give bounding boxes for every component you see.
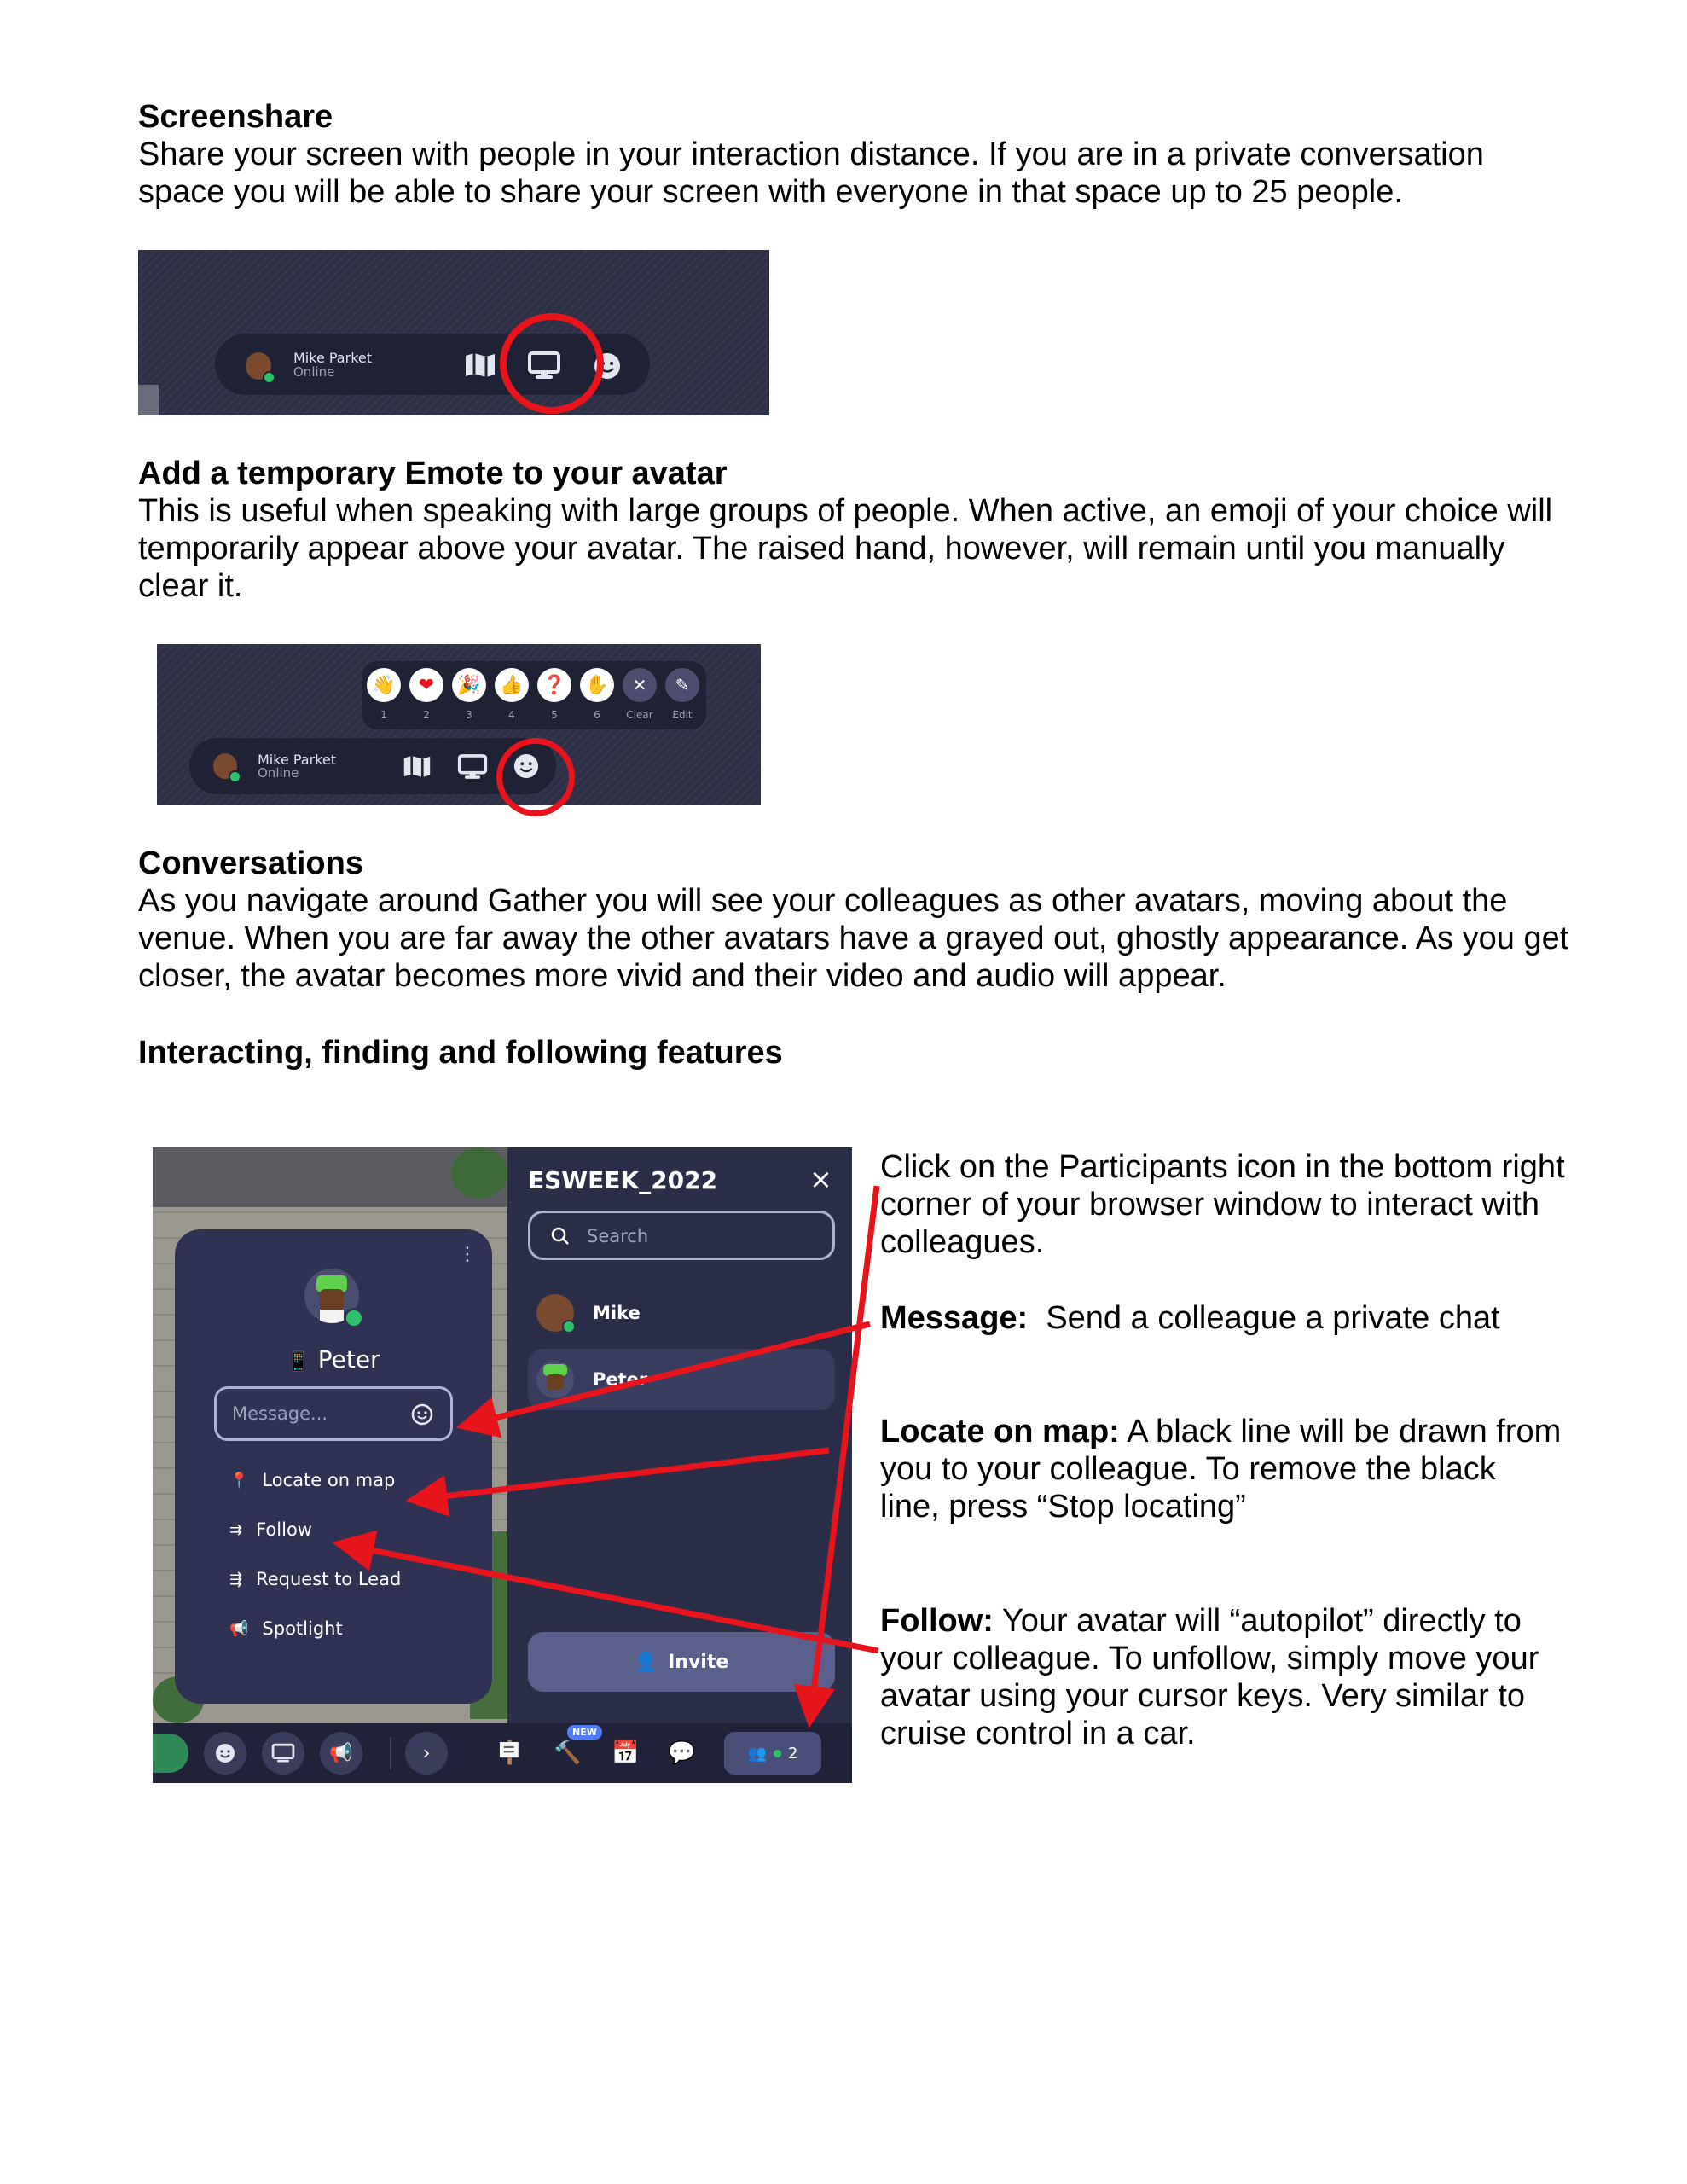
emote-label: 6 <box>594 709 600 721</box>
participant-count: 2 <box>787 1744 798 1763</box>
arrow-to-follow <box>341 1544 878 1651</box>
follow-label: Follow <box>256 1519 312 1540</box>
callout-message-label: Message: <box>880 1300 1029 1336</box>
emote-label: 2 <box>423 709 430 721</box>
sign-icon[interactable]: 🪧 <box>496 1740 524 1766</box>
card-name: Peter <box>317 1345 380 1374</box>
user-name: Mike Parket <box>293 350 372 366</box>
conversations-body-line-3: closer, the avatar becomes more vivid and their video and audio will appear. <box>138 958 1226 994</box>
callout-intro-line-3: colleagues. <box>880 1224 1045 1260</box>
build-icon[interactable]: 🔨 <box>554 1740 582 1766</box>
heart-emoji-icon[interactable]: ❤ <box>409 668 443 702</box>
emote-body-line-3: clear it. <box>138 568 243 604</box>
invite-label: Invite <box>668 1651 729 1673</box>
emote-label: 5 <box>551 709 558 721</box>
participant-name: Peter <box>593 1369 648 1390</box>
emote-label: 4 <box>508 709 515 721</box>
close-icon[interactable]: × <box>809 1163 832 1195</box>
emote-label: 1 <box>380 709 387 721</box>
search-placeholder: Search <box>587 1226 649 1246</box>
calendar-icon[interactable]: 📅 <box>612 1740 640 1766</box>
pin-icon: 📍 <box>229 1471 249 1490</box>
conversations-body-line-1: As you navigate around Gather you will see your colleagues as other avatars, moving about the <box>138 883 1508 919</box>
question-emoji-icon[interactable]: ❓ <box>537 668 571 702</box>
callout-locate-first-line: A black line will be drawn from <box>1119 1414 1562 1449</box>
emote-heading: Add a temporary Emote to your avatar <box>138 456 728 491</box>
space-name: ESWEEK_2022 <box>528 1166 718 1194</box>
phone-icon: 📱 <box>287 1351 310 1373</box>
more-options-icon[interactable]: ⋮ <box>458 1244 477 1265</box>
wave-emoji-icon[interactable]: 👋 <box>367 668 401 702</box>
user-status: Online <box>293 364 335 380</box>
arrow-to-locate <box>415 1450 829 1500</box>
callout-intro-line-1: Click on the Participants icon in the bottom right <box>880 1149 1565 1185</box>
callout-locate-line-3: line, press “Stop locating” <box>880 1489 1246 1525</box>
callout-locate <box>880 1413 1561 1451</box>
chevron-right-icon: › <box>422 1742 431 1764</box>
edit-icon[interactable]: ✎ <box>665 668 699 702</box>
party-emoji-icon[interactable]: 🎉 <box>452 668 486 702</box>
conversations-body-line-2: venue. When you are far away the other avatars have a grayed out, ghostly appearance. As you get <box>138 921 1569 956</box>
chat-icon[interactable]: 💬 <box>668 1740 696 1766</box>
request-to-lead-label: Request to Lead <box>256 1569 402 1589</box>
callout-follow-line-3: avatar using your cursor keys. Very similar to <box>880 1678 1526 1714</box>
user-status: Online <box>258 765 299 781</box>
participants-icon: 👥 <box>747 1744 767 1763</box>
callout-follow-line-2: your colleague. To unfollow, simply move your <box>880 1641 1539 1676</box>
screenshare-body-line-1: Share your screen with people in your interaction distance. If you are in a private conversation <box>138 136 1484 172</box>
callout-locate-label: Locate on map: <box>880 1414 1120 1449</box>
callout-locate-line-2: you to your colleague. To remove the black <box>880 1451 1496 1487</box>
thumbs-up-emoji-icon[interactable]: 👍 <box>495 668 529 702</box>
callout-message-text: Send a colleague a private chat <box>1028 1300 1500 1336</box>
callout-follow-line-4: cruise control in a car. <box>880 1716 1196 1751</box>
screenshare-heading: Screenshare <box>138 99 333 135</box>
conversations-heading: Conversations <box>138 845 363 881</box>
clear-icon[interactable]: ✕ <box>623 668 657 702</box>
arrow-to-message <box>465 1324 870 1426</box>
callout-follow-label: Follow: <box>880 1603 994 1639</box>
add-user-icon: 👤 <box>634 1651 658 1673</box>
new-badge: NEW <box>567 1725 602 1740</box>
request-lead-icon: ⇶ <box>229 1570 243 1589</box>
raised-hand-emoji-icon[interactable]: ✋ <box>580 668 614 702</box>
emote-body-line-2: temporarily appear above your avatar. The raised hand, however, will remain until you manually <box>138 531 1505 566</box>
screenshare-body-line-2: space you will be able to share your screen with everyone in that space up to 25 people. <box>138 174 1403 210</box>
emote-label: 3 <box>466 709 472 721</box>
emote-label: Clear <box>626 709 653 721</box>
megaphone-icon: 📢 <box>329 1742 353 1764</box>
callout-follow <box>880 1602 1522 1641</box>
callout-follow-first-line: Your avatar will “autopilot” directly to <box>993 1603 1522 1639</box>
callout-message <box>880 1299 1500 1338</box>
spotlight-icon: 📢 <box>229 1619 249 1638</box>
callout-intro-line-2: corner of your browser window to interact with <box>880 1187 1539 1223</box>
follow-icon: ⇉ <box>229 1520 243 1539</box>
message-placeholder: Message... <box>232 1403 328 1424</box>
participant-name: Mike <box>593 1303 641 1323</box>
user-name: Mike Parket <box>258 752 336 768</box>
emote-body-line-1: This is useful when speaking with large groups of people. When active, an emoji of your choice will <box>138 493 1553 529</box>
locate-on-map-label: Locate on map <box>262 1470 396 1490</box>
spotlight-label: Spotlight <box>262 1618 343 1639</box>
emote-label: Edit <box>672 709 693 721</box>
interacting-heading: Interacting, finding and following features <box>138 1035 783 1071</box>
